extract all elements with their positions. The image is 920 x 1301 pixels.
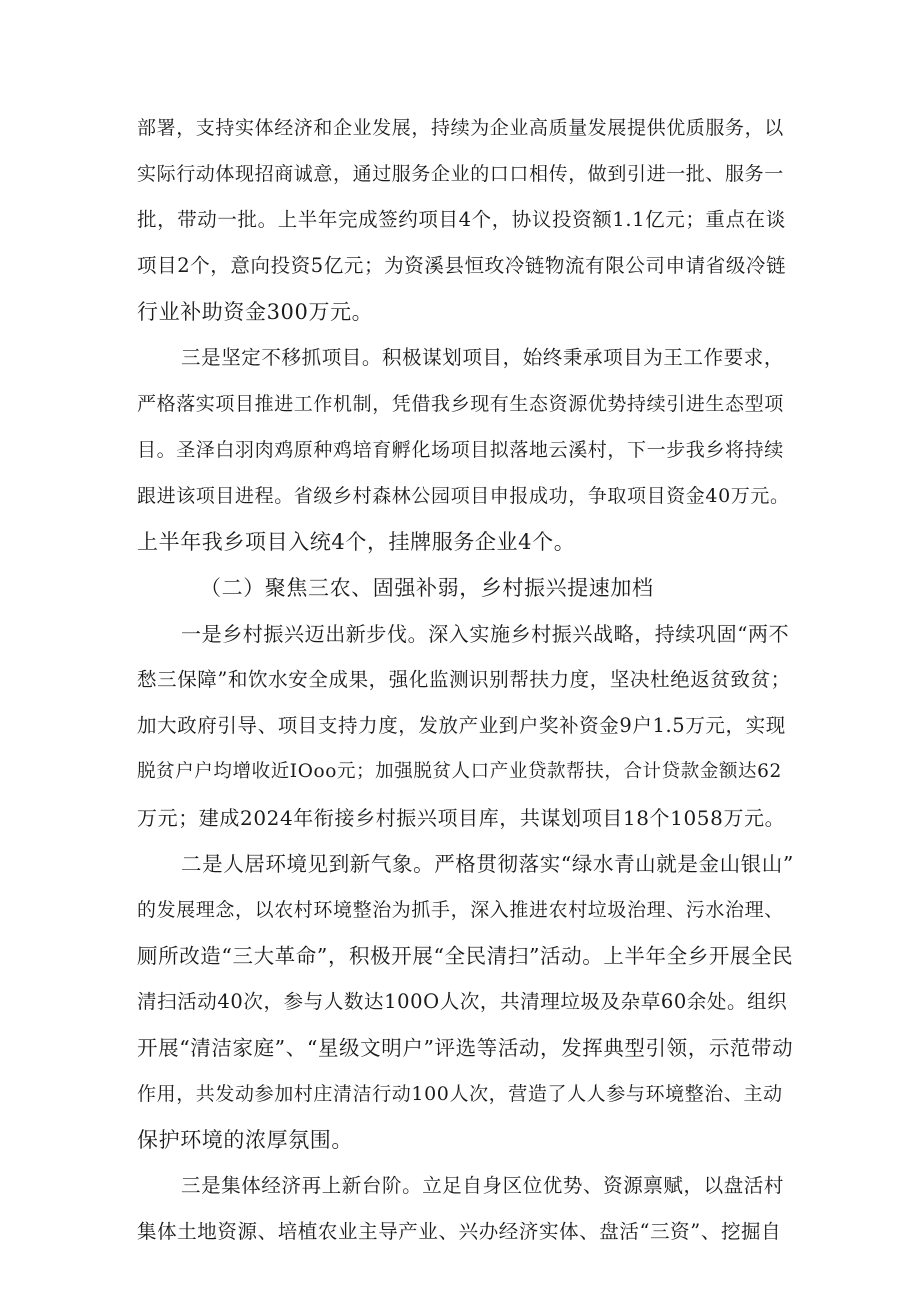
text-line: 厕所改造“三大革命”，积极开展“全民清扫”活动。上半年全乡开展全民: [137, 944, 794, 968]
paragraph-first-line: 二是人居环境见到新气象。严格贯彻落实“绿水青山就是金山银山”: [181, 852, 794, 876]
text-line: 保护环境的浓厚氛围。: [137, 1128, 353, 1152]
text-line: 项目2个，意向投资5亿元；为资溪县恒玫冷链物流有限公司申请省级冷链: [137, 254, 787, 277]
text-line: 清扫活动40次，参与人数达100O人次，共清理垃圾及杂草60余处。组织: [137, 990, 788, 1013]
text-line: 部署，支持实体经济和企业发展，持续为企业高质量发展提供优质服务，以: [137, 117, 784, 139]
text-line: 万元；建成2024年衔接乡村振兴项目库，共谋划项目18个1058万元。: [137, 806, 786, 830]
text-line: 加大政府引导、项目支持力度，发放产业到户奖补资金9户1.5万元，实现: [137, 714, 786, 737]
paragraph-first-line: 一是乡村振兴迈出新步伐。深入实施乡村振兴战略，持续巩固“两不: [181, 622, 790, 646]
text-line: 脱贫户户均增收近IOoo元；加强脱贫人口产业贷款帮扶，合计贷款金额达62: [137, 761, 782, 782]
text-line: 行业补助资金300万元。: [137, 300, 374, 324]
text-line: 作用，共发动参加村庄清洁行动100人次，营造了人人参与环境整治、主动: [137, 1083, 783, 1105]
text-line: 开展“清洁家庭”、“星级文明户”评选等活动，发挥典型引领，示范带动: [137, 1036, 794, 1060]
section-heading: （二）聚焦三农、固强补弱，乡村振兴提速加档: [200, 576, 654, 600]
text-line: 上半年我乡项目入统4个，挂牌服务企业4个。: [137, 530, 576, 554]
text-line: 实际行动体现招商诚意，通过服务企业的口口相传，做到引进一批、服务一: [137, 163, 784, 185]
text-line: 目。圣泽白羽肉鸡原种鸡培育孵化场项目拟落地云溪村，下一步我乡将持续: [137, 439, 784, 461]
text-line: 愁三保障”和饮水安全成果，强化监测识别帮扶力度，坚决杜绝返贫致贫；: [137, 668, 791, 691]
text-line: 批，带动一批。上半年完成签约项目4个，协议投资额1.1亿元；重点在谈: [137, 208, 786, 231]
text-line: 的发展理念，以农村环境整治为抓手，深入推进农村垃圾治理、污水治理、: [137, 899, 784, 921]
paragraph-first-line: 三是集体经济再上新台阶。立足自身区位优势、资源禀赋，以盘活村: [181, 1174, 785, 1197]
text-line: 严格落实项目推进工作机制，凭借我乡现有生态资源优势持续引进生态型项: [137, 393, 784, 415]
text-line: 集体土地资源、培植农业主导产业、兴办经济实体、盘活“三资”、挖掘自: [137, 1220, 782, 1243]
paragraph-first-line: 三是坚定不移抓项目。积极谋划项目，始终秉承项目为王工作要求，: [181, 346, 785, 369]
text-line: 跟进该项目进程。省级乡村森林公园项目申报成功，争取项目资金40万元。: [137, 485, 790, 507]
